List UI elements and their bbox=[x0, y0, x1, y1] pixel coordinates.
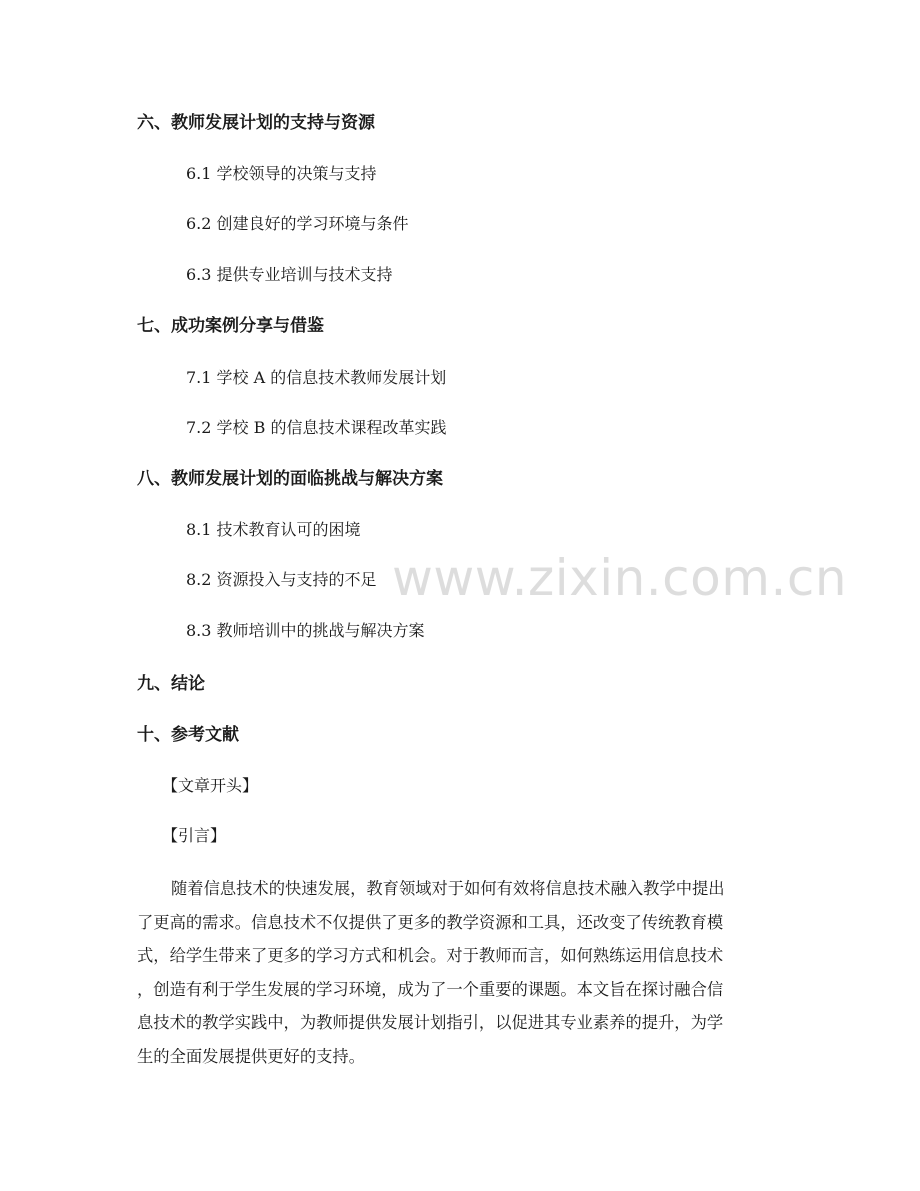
section-heading-10: 十、参考文献 bbox=[137, 725, 239, 745]
paragraph-line: 息技术的教学实践中，为教师提供发展计划指引，以促进其专业素养的提升，为学 bbox=[137, 1013, 724, 1033]
paragraph-line: 了更高的需求。信息技术不仅提供了更多的教学资源和工具，还改变了传统教育模 bbox=[137, 912, 724, 932]
paragraph-line: 式，给学生带来了更多的学习方式和机会。对于教师而言，如何熟练运用信息技术 bbox=[137, 946, 724, 966]
watermark: www.zixin.com.cn bbox=[392, 549, 848, 607]
subsection-6-3: 6.3 提供专业培训与技术支持 bbox=[186, 265, 393, 284]
paragraph-line: ，创造有利于学生发展的学习环境，成为了一个重要的课题。本文旨在探讨融合信 bbox=[137, 979, 724, 999]
section-heading-6: 六、教师发展计划的支持与资源 bbox=[137, 113, 375, 133]
section-heading-7: 七、成功案例分享与借鉴 bbox=[137, 316, 324, 336]
paragraph-line: 生的全面发展提供更好的支持。 bbox=[137, 1046, 365, 1066]
subsection-7-2: 7.2 学校 B 的信息技术课程改革实践 bbox=[186, 418, 447, 437]
intro-paragraph bbox=[137, 872, 785, 1074]
paragraph-line: 随着信息技术的快速发展，教育领域对于如何有效将信息技术融入教学中提出 bbox=[171, 879, 725, 898]
subsection-8-3: 8.3 教师培训中的挑战与解决方案 bbox=[186, 621, 425, 640]
section-heading-9: 九、结论 bbox=[137, 674, 205, 694]
intro-marker: 【引言】 bbox=[162, 826, 227, 845]
article-start-marker: 【文章开头】 bbox=[162, 776, 259, 795]
subsection-8-1: 8.1 技术教育认可的困境 bbox=[186, 520, 361, 539]
subsection-6-1: 6.1 学校领导的决策与支持 bbox=[186, 164, 377, 183]
subsection-7-1: 7.1 学校 A 的信息技术教师发展计划 bbox=[186, 368, 447, 387]
subsection-8-2: 8.2 资源投入与支持的不足 bbox=[186, 570, 377, 589]
subsection-6-2: 6.2 创建良好的学习环境与条件 bbox=[186, 214, 409, 233]
section-heading-8: 八、教师发展计划的面临挑战与解决方案 bbox=[137, 469, 443, 489]
